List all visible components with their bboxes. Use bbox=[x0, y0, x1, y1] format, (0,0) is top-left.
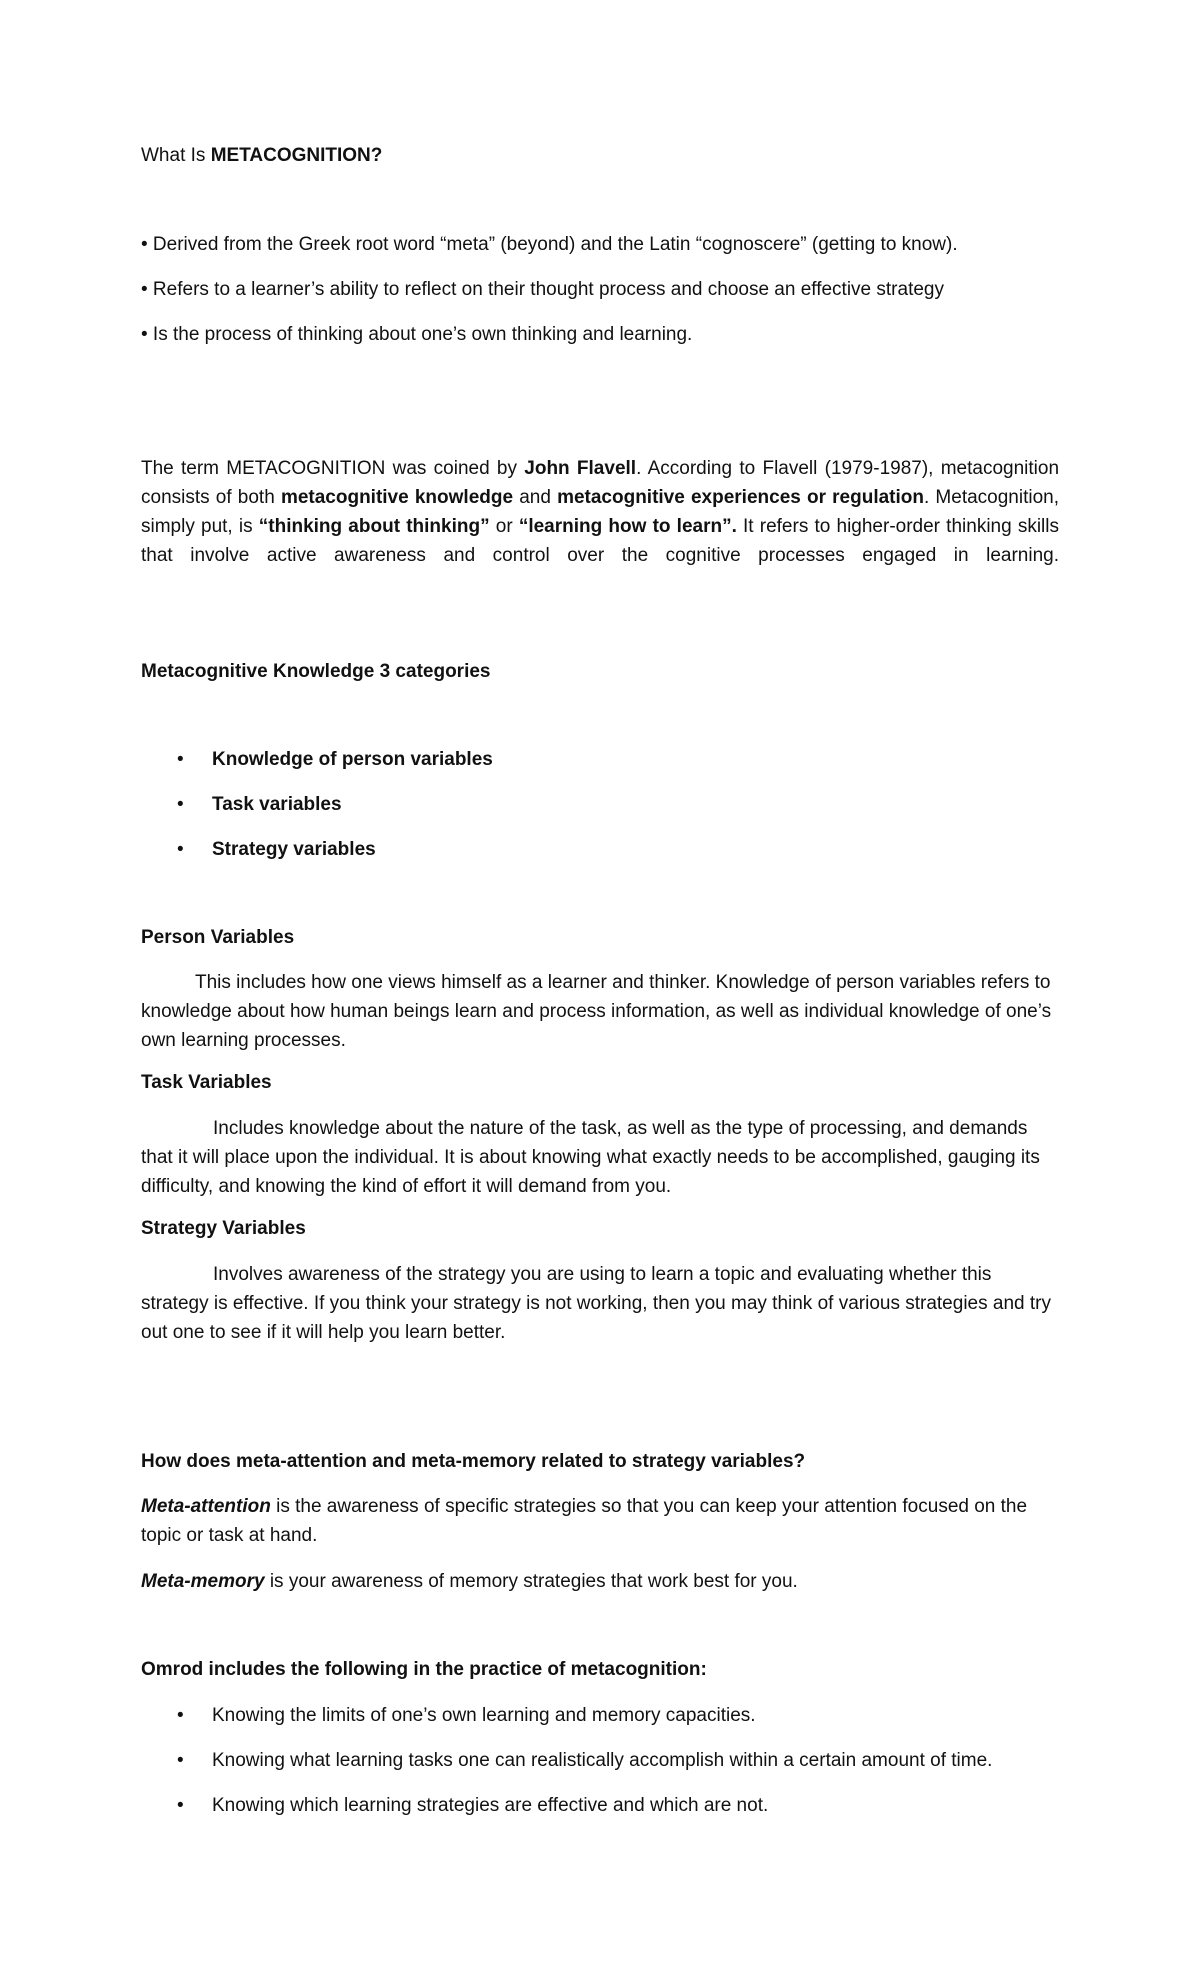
omrod-bullet-3: • bbox=[177, 1795, 184, 1816]
category-item-1: Knowledge of person variables bbox=[212, 749, 493, 770]
task-variables-heading: Task Variables bbox=[141, 1072, 272, 1093]
task-variables-text: Includes knowledge about the nature of the task, as well as the type of processing, and demands that it will place upon the individual. It is about knowing what exactly needs to be accomplished, gauging its difficulty, and knowing the kind of effort it will demand from you. bbox=[141, 1118, 1040, 1197]
category-bullet-2: • bbox=[177, 794, 184, 815]
omrod-bullet-1: • bbox=[177, 1705, 184, 1726]
category-item-3: Strategy variables bbox=[212, 839, 376, 860]
category-bullet-1: • bbox=[177, 749, 184, 770]
strategy-variables-text: Involves awareness of the strategy you are using to learn a topic and evaluating whether this strategy is effective. If you think your strategy is not working, then you may think of various strategies and try out one to see if it will help you learn better. bbox=[141, 1264, 1051, 1343]
page-title: What Is METACOGNITION? bbox=[141, 145, 383, 166]
omrod-item-1: Knowing the limits of one’s own learning and memory capacities. bbox=[212, 1705, 756, 1726]
definition-paragraph: The term METACOGNITION was coined by John Flavell. According to Flavell (1979-1987), metacognition consists of both metacognitive knowledge and metacognitive experiences or regulation. Metacognition, simply put, is “thinking about thinking” or “learning how to learn”. It refers to higher-order thinking skills that involve active awareness and control over the cognitive processes engaged in learning. bbox=[141, 458, 1060, 566]
omrod-heading: Omrod includes the following in the practice of metacognition: bbox=[141, 1659, 707, 1680]
intro-bullet-2: • Refers to a learner’s ability to reflect on their thought process and choose an effective strategy bbox=[141, 279, 944, 300]
person-variables-heading: Person Variables bbox=[141, 927, 295, 948]
title-keyword: METACOGNITION? bbox=[210, 145, 383, 166]
omrod-item-2: Knowing what learning tasks one can realistically accomplish within a certain amount of time. bbox=[212, 1750, 993, 1771]
strategy-variables-heading: Strategy Variables bbox=[141, 1218, 306, 1239]
intro-bullet-1: • Derived from the Greek root word “meta” (beyond) and the Latin “cognoscere” (getting to know). bbox=[141, 234, 958, 255]
category-item-2: Task variables bbox=[212, 794, 342, 815]
omrod-bullet-2: • bbox=[177, 1750, 184, 1771]
meta-memory-paragraph: Meta-memory is your awareness of memory strategies that work best for you. bbox=[141, 1571, 798, 1592]
meta-attention-paragraph: Meta-attention is the awareness of specific strategies so that you can keep your attention focused on the topic or task at hand. bbox=[141, 1496, 1028, 1546]
category-bullet-3: • bbox=[177, 839, 184, 860]
meta-question-heading: How does meta-attention and meta-memory related to strategy variables? bbox=[141, 1451, 806, 1472]
omrod-item-3: Knowing which learning strategies are effective and which are not. bbox=[212, 1795, 769, 1816]
person-variables-text: This includes how one views himself as a learner and thinker. Knowledge of person variables refers to knowledge about how human beings learn and process information, as well as individual knowledge of one’s own learning processes. bbox=[141, 972, 1052, 1051]
categories-heading: Metacognitive Knowledge 3 categories bbox=[141, 661, 491, 682]
intro-bullet-3: • Is the process of thinking about one’s own thinking and learning. bbox=[141, 324, 693, 345]
